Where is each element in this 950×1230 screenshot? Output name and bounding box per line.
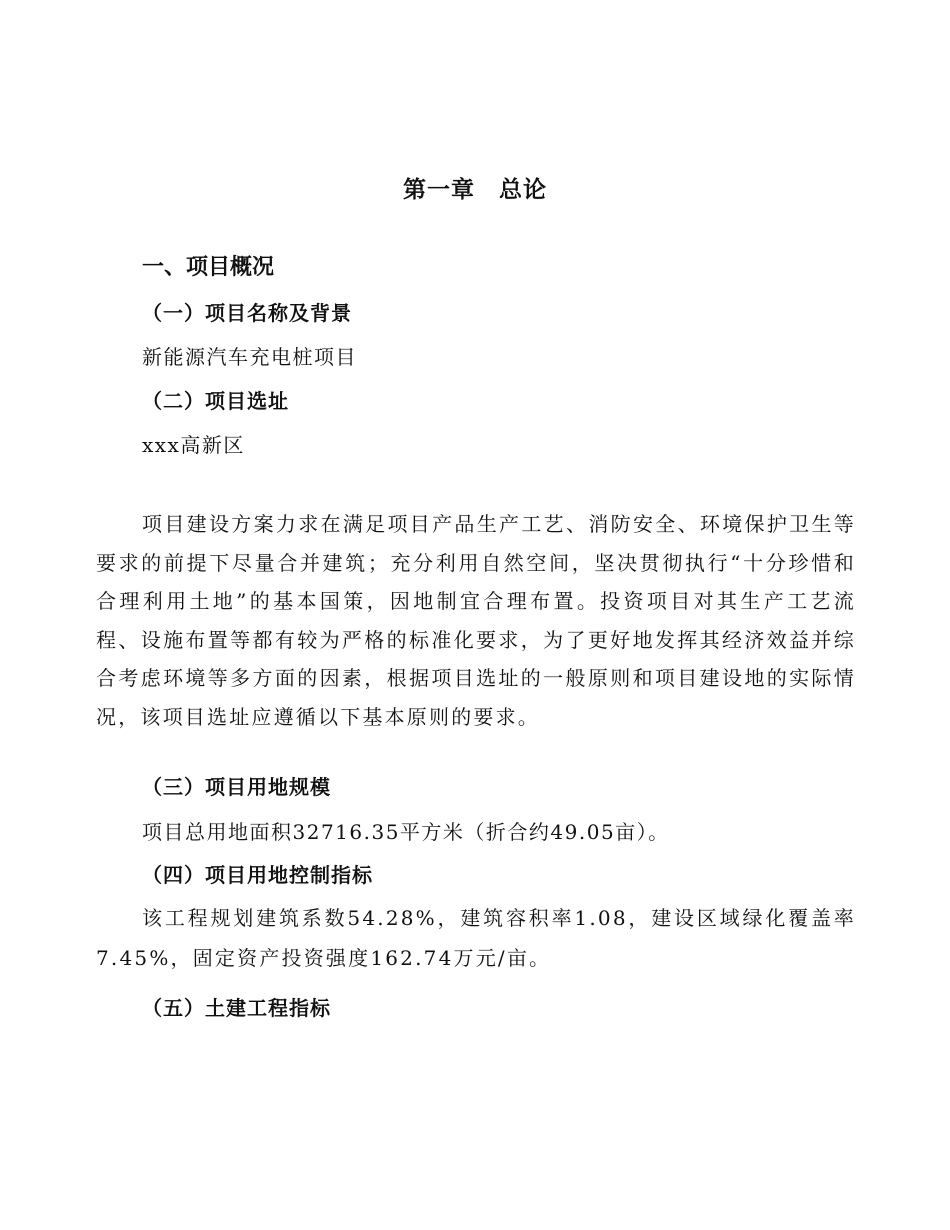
project-site-text: xxx高新区 bbox=[142, 433, 245, 457]
section-heading-project-overview: 一、项目概况 bbox=[142, 255, 275, 280]
subheading-land-scale: （三）项目用地规模 bbox=[142, 775, 331, 799]
subheading-civil-engineering-indicators: （五）土建工程指标 bbox=[142, 996, 331, 1020]
subheading-project-site: （二）项目选址 bbox=[142, 389, 289, 413]
subheading-land-control-indicators: （四）项目用地控制指标 bbox=[142, 863, 373, 887]
subheading-project-name: （一）项目名称及背景 bbox=[142, 301, 352, 325]
project-name-text: 新能源汽车充电桩项目 bbox=[142, 345, 357, 369]
land-control-paragraph: 该工程规划建筑系数54.28%，建筑容积率1.08，建设区域绿化覆盖率7.45%，固定资产投资强度162.74万元/亩。 bbox=[96, 906, 856, 970]
site-selection-paragraph: 项目建设方案力求在满足项目产品生产工艺、消防安全、环境保护卫生等要求的前提下尽量合并建筑；充分利用自然空间，坚决贯彻执行“十分珍惜和合理利用土地”的基本国策，因地制宜合理布置。投资项目对其生产工艺流程、设施布置等都有较为严格的标准化要求，为了更好地发挥其经济效益并综合考虑环境等多方面的因素，根据项目选址的一般原则和项目建设地的实际情况，该项目选址应遵循以下基本原则的要求。 bbox=[96, 512, 856, 729]
chapter-title: 第一章 总论 bbox=[403, 177, 547, 203]
land-scale-text: 项目总用地面积32716.35平方米（折合约49.05亩）。 bbox=[142, 820, 670, 844]
